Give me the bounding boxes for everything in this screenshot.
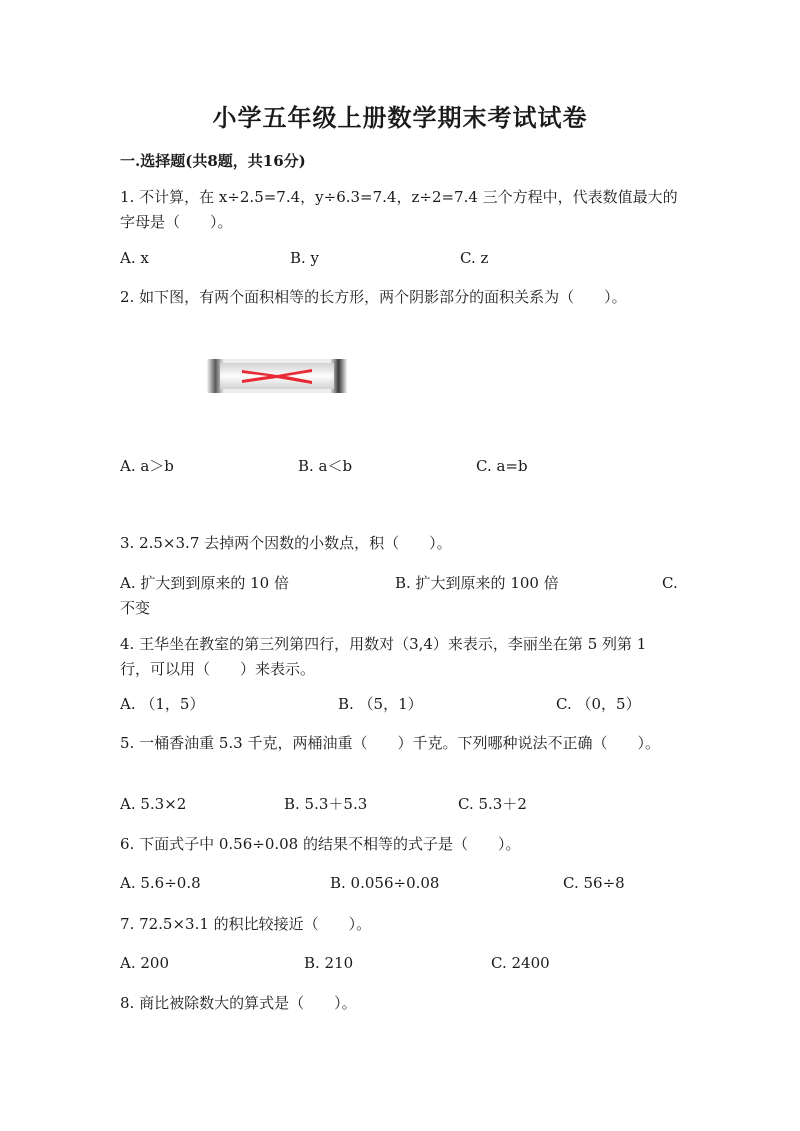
question-6-stem: 6. 下面式子中 0.56÷0.08 的结果不相等的式子是（ ）。: [120, 835, 521, 853]
question-7-stem: 7. 72.5×3.1 的积比较接近（ ）。: [120, 915, 372, 933]
question-4-stem: 4. 王华坐在教室的第三列第四行，用数对（3,4）来表示，李丽坐在第 5 列第 1 行，可以用（ ）来表示。: [120, 635, 647, 678]
question-4-option-a: A. （1，5）: [120, 695, 205, 713]
question-4-option-b: B. （5，1）: [338, 695, 423, 713]
question-6-option-c: C. 56÷8: [563, 874, 625, 892]
question-7-option-c: C. 2400: [491, 954, 550, 972]
section-heading: 一.选择题(共8题，共16分): [120, 152, 306, 170]
question-4-option-c: C. （0，5）: [556, 695, 641, 713]
question-2-stem: 2. 如下图，有两个面积相等的长方形，两个阴影部分的面积关系为（ ）。: [120, 288, 627, 306]
question-7-option-b: B. 210: [304, 954, 354, 972]
question-2-option-b: B. a＜b: [298, 457, 353, 475]
question-1-option-a: A. x: [120, 249, 149, 267]
question-1-stem: 1. 不计算，在 x÷2.5=7.4，y÷6.3=7.4，z÷2=7.4 三个方程中，代表数值最大的字母是（ ）。: [120, 188, 678, 231]
question-5-stem: 5. 一桶香油重 5.3 千克，两桶油重（ ）千克。下列哪种说法不正确（ ）。: [120, 734, 660, 752]
rectangles-figure: [206, 357, 348, 395]
question-2-option-a: A. a＞b: [120, 457, 174, 475]
question-2-option-c: C. a=b: [476, 457, 528, 475]
question-3-option-c-letter: C.: [662, 574, 678, 592]
question-7-option-a: A. 200: [120, 954, 169, 972]
question-5-option-a: A. 5.3×2: [120, 795, 187, 813]
question-8-stem: 8. 商比被除数大的算式是（ ）。: [120, 994, 357, 1012]
question-1-option-b: B. y: [290, 249, 320, 267]
question-5-option-c: C. 5.3＋2: [458, 795, 527, 813]
question-3-option-b: B. 扩大到原来的 100 倍: [395, 574, 559, 592]
question-3-option-a: A. 扩大到到原来的 10 倍: [120, 574, 289, 592]
question-1-option-c: C. z: [460, 249, 489, 267]
question-3-option-c-text: 不变: [120, 599, 151, 617]
question-3-stem: 3. 2.5×3.7 去掉两个因数的小数点，积（ ）。: [120, 534, 452, 552]
question-6-option-a: A. 5.6÷0.8: [120, 874, 201, 892]
page-title: 小学五年级上册数学期末考试试卷: [212, 103, 588, 132]
question-6-option-b: B. 0.056÷0.08: [330, 874, 440, 892]
question-5-option-b: B. 5.3＋5.3: [284, 795, 368, 813]
